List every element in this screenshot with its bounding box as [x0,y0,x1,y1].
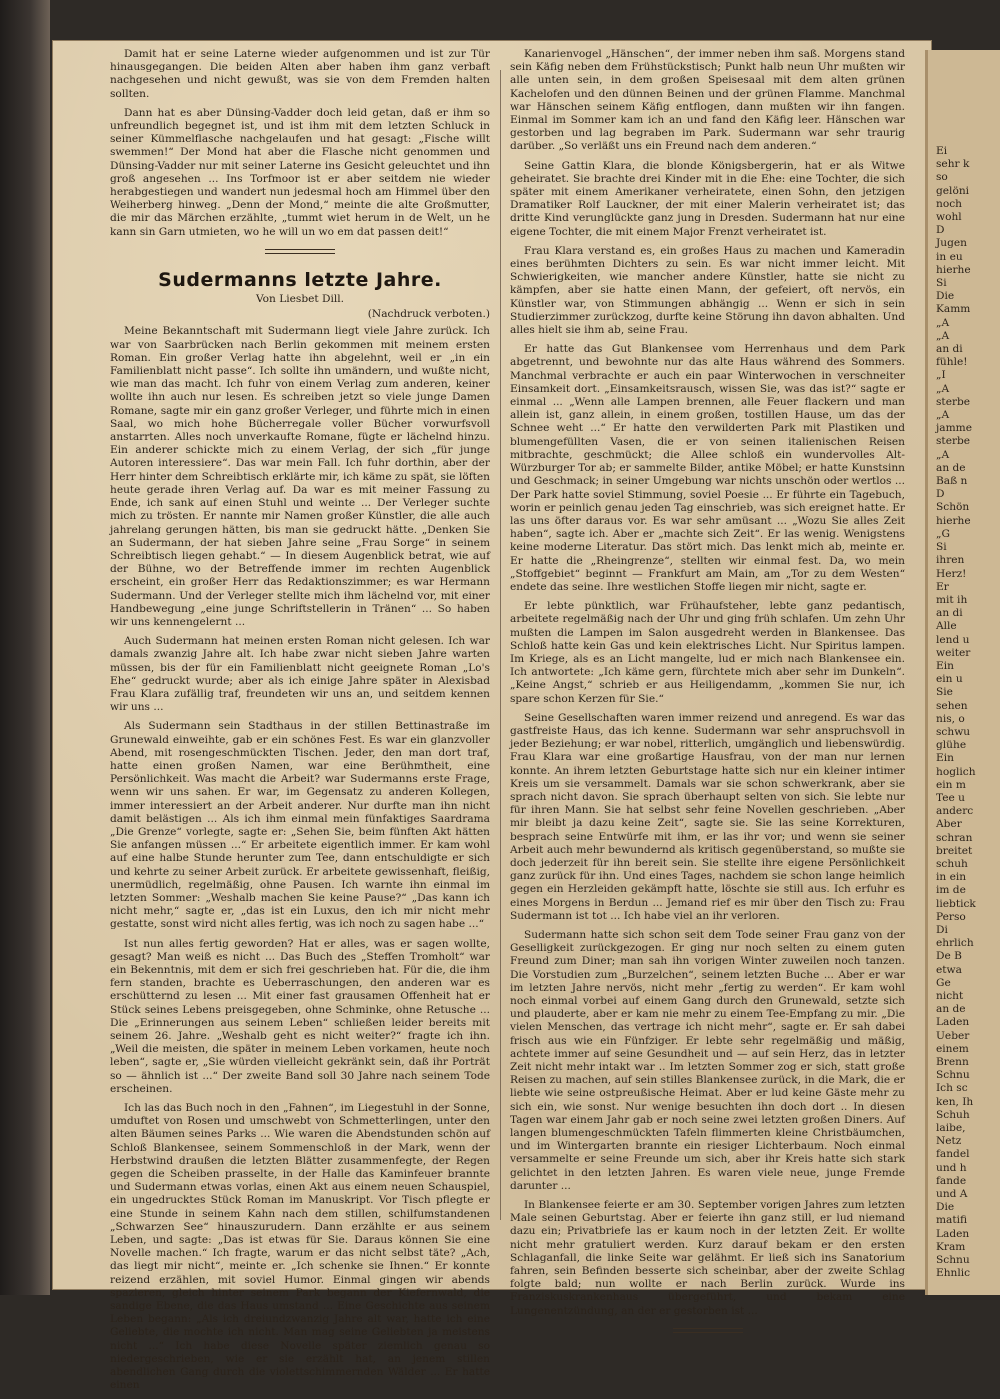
story-conclusion [110,48,490,239]
fragment-line: sterbe [936,395,971,408]
paragraph: Damit hat er seine Laterne wieder aufgenommen und ist zur Tür hinausgegangen. Die beiden Alten aber haben ihm ganz verbaft nachgesehen und nicht gewußt, was sie von dem Fremden halten sollten. [110,48,490,100]
fragment-line: etwa [936,963,962,976]
fragment-line: wohl [936,211,962,224]
fragment-line: Ein [936,752,954,765]
fragment-line: weiter [936,646,971,659]
fragment-line: Kamm [936,303,971,316]
paragraph: Frau Klara verstand es, ein großes Haus zu machen und Kameradin eines berühmten Dichters zu sein. Es war nicht immer leicht. Mit Schwierigkeiten, wie mancher andere Künstler, hatte sie nicht zu kämpfen, aber sie hatte einen Mann, der gefeiert, oft nervös, ein Künstler war, von Stimmungen abhängig ... Wenn er sich in sein Studierzimmer zurückzog, durfte keine Störung ihn davon abhalten. Und alles hielt sie ihm ab, seine Frau. [510,244,905,337]
rights-notice: (Nachdruck verboten.) [367,308,490,321]
paragraph: Ist nun alles fertig geworden? Hat er alles, was er sagen wollte, gesagt? Man weiß es nicht ... Das Buch des „Steffen Tromholt“ war ein Bekenntnis, mit dem er sich frei geschrieben hat. Für die, die ihm fern standen, brachte es Ueberraschungen, den anderen war es erschütternd zu lesen ... Mit einer fast grausamen Offenheit hat er Stück seines Lebens preisgegeben, ohne Schminke, ohne Retusche ... Die „Erinnerungen aus seinem Leben“ schließen leider bereits mit seinem 26. Jahre. „Weshalb geht es nicht weiter?“ fragte ich ihn. „Weil die meisten, die später in meinem Leben vorkamen, heute noch leben“, sagte er, „Sie würden vielleicht gekränkt sein, daß ihr Porträt so — ähnlich ist ...“ Der zweite Band soll 30 Jahre nach seinem Tode erscheinen. [110,937,490,1095]
fragment-line: Die [936,1201,955,1214]
fragment-line: hierhe [936,514,971,527]
fragment-line: D [936,224,945,237]
fragment-line: sehen [936,699,968,712]
fragment-line: an de [936,461,966,474]
paragraph: Sudermann hatte sich schon seit dem Tode seiner Frau ganz von der Geselligkeit zurückgezogen. Er ging nur noch selten zu einem guten Freund zum Diner; man sah ihn vorigen Winter zuweilen noch tanzen. Die Vorstudien zum „Burzelchen“, seinem letzten Buche ... Aber er war im letzten Jahre nervös, nicht mehr „fertig zu werden“. Er kam wohl noch einmal vorbei auf einem Gang durch den Grunewald, setzte sich und plauderte, aber er kam nie mehr zu einem Tee-Empfang zu mir. „Die vielen Menschen, das vertrage ich nicht mehr“, sagte er. Er sah dabei frisch aus wie ein Fünfziger. Er lebte sehr regelmäßig und mäßig, achtete immer auf seine Gesundheit und — auf sein Herz, das in letzter Zeit nicht mehr intakt war .. Im letzten Sommer zog er sich, statt große Reisen zu machen, auf sein stilles Blankensee zurück, in die Mark, die er liebte wie seine ostpreußische Heimat. Aber er lud keine Gäste mehr zu sich ein, wie sonst. Nur wenige besuchten ihn doch dort .. In diesen Tagen war einem Jahr gab er noch seine zwei letzten großen Diners. Auf langen blumengeschmückten Tafeln flimmerten kleine Christbäumchen, und im Wintergarten brannte ein riesiger Lichterbaum. Noch einmal versammelte er seine Freunde um sich, aber ihr Kreis hatte sich stark gelichtet in den letzten Jahren. Es waren viele neue, junge Fremde darunter ... [510,929,905,1192]
fragment-line: an di [936,343,963,356]
fragment-line: einem [936,1042,969,1055]
fragment-line: Er [936,580,949,593]
article-body-left [110,325,490,1392]
article-body-right [510,48,905,1318]
fragment-line: „A [936,329,950,342]
fragment-line: Alle [936,620,957,633]
fragment-line: schran [936,831,973,844]
fragment-line: und h [936,1161,967,1174]
fragment-line: sehr k [936,158,970,171]
fragment-line: in eu [936,250,963,263]
fragment-line: Laden [936,1227,970,1240]
paragraph: Seine Gattin Klara, die blonde Königsbergerin, hat er als Witwe geheiratet. Sie brachte drei Kinder mit in die Ehe: eine Tochter, die sich später mit einem Amerikaner verheiratete, einen Sohn, den jetzigen Dramatiker Rolf Lauckner, der mit einer Malerin verheiratet ist; das dritte Kind verunglückte ganz jung in Dresden. Sudermann hat nur eine eigene Tochter, die mit einem Major Frenzt verheiratet ist. [510,159,905,238]
fragment-line: Perso [936,910,966,923]
fragment-line: Baß n [936,475,968,488]
fragment-line: D [936,488,945,501]
fragment-line: liebtick [936,897,976,910]
left-column [110,48,490,1399]
fragment-line: schuh [936,857,968,870]
fragment-line: Sie [936,686,953,699]
fragment-line: Schön [936,501,970,514]
fragment-line: glühe [936,739,967,752]
fragment-line: Aber [936,818,962,831]
fragment-line: nicht [936,990,964,1002]
fragment-line: Tee u [936,791,965,804]
fragment-line: anderc [936,805,974,818]
fragment-line: hierhe [936,263,971,276]
fragment-line: in ein [936,871,967,884]
fragment-line: ein u [936,673,963,686]
fragment-line: Si [936,541,947,554]
paragraph: Meine Bekanntschaft mit Sudermann liegt viele Jahre zurück. Ich war von Saarbrücken nach Berlin gekommen mit meinem ersten Roman. Ein großer Verlag hatte ihn abgelehnt, weil er „in ein Familienblatt nicht passe“. Ich sollte ihn umändern, und wußte nicht, wie man das macht. Ich fuhr von einem Verlag zum anderen, keiner wollte ihn auch nur lesen. Es schreiben jetzt so viele junge Damen Romane, sagte mir ein ganz großer Verleger, und führte mich in einen Saal, wo mich hohe Bücherregale voller Bücher vorwurfsvoll anstarrten. Alles noch unverkaufte Romane, fügte er lächelnd hinzu. Ein anderer schickte mich zu einem Verlag, der sich „für junge Autoren interessiere“. Das war mein Fall. Ich fuhr dorthin, aber der Herr hinter dem Schreibtisch erklärte mir, ich käme zu spät, sie löften heute gerade ihren Verlag auf. Da war es mit meiner Fassung zu Ende, ich sank auf einen Stuhl und weinte ... Der Verleger suchte mich zu trösten. Er nannte mir Namen großer Künstler, die alle auch jahrelang gerungen hätten, bis man sie gedruckt hätte. „Denken Sie an Sudermann, der hat sieben Jahre seine „Frau Sorge“ in seinem Schreibtisch liegen gehabt.“ — In diesem Augenblick betrat, wie auf der Bühne, wo der Betreffende immer im rechten Augenblick erscheint, ein großer Herr das Redaktionszimmer; es war Hermann Sudermann. Und der Verleger stellte mich ihm lächelnd vor, mit einer Handbewegung „eine junge Schriftstellerin in Tränen“ ... So haben wir uns kennengelernt ... [110,325,490,628]
fragment-line: nis, o [936,712,965,725]
fragment-line: fühle! [936,356,968,369]
fragment-line: so [936,171,948,184]
fragment-line: Schuh [936,1108,970,1121]
fragment-line: Ei [936,145,948,157]
fragment-line: gelöni [936,184,970,197]
fragment-line: „A [936,409,950,422]
fragment-line: Brenn [936,1056,969,1069]
fragment-line: Schnu [936,1254,970,1267]
fragment-line: laibe, [936,1122,966,1135]
fragment-line: Laden [936,1016,970,1029]
fragment-line: matifi [936,1214,968,1227]
fragment-line: Ueber [936,1029,970,1042]
fragment-line: „G [936,527,950,540]
fragment-line: „A [936,316,950,329]
fragment-line: ein m [936,778,966,791]
fragment-line: sterbe [936,435,971,448]
adjacent-page-strip [925,50,1000,1295]
fragment-line: Ge [936,976,951,989]
fragment-line: jamme [936,422,972,435]
fragment-line: und A [936,1188,968,1201]
fragment-line: hoglich [936,765,976,778]
scan-background-edge [0,0,50,1295]
article-byline: Von Liesbet Dill. [255,293,345,306]
fragment-line: Jugen [936,237,967,250]
fragment-line: schwu [936,725,971,738]
fragment-line: Die [936,290,955,303]
paragraph: Ich las das Buch noch in den „Fahnen“, im Liegestuhl in der Sonne, umduftet von Rosen und umschwebt von Schmetterlingen, unter den alten Bäumen seines Parks ... Wie waren die Abendstunden schön auf Schloß Blankensee, seinem Sommenschloß in der Mark, wenn der Herbstwind draußen die letzten Blätter zusammenfegte, der Regen gegen die Scheiben prasselte, in der Halle das Kaminfeuer brannte und Sudermann etwas vorlas, einen Akt aus einem neuen Schauspiel, ein ungedrucktes Stück Roman im Manuskript. Vor Tisch pflegte er eine Stunde in seinem Kahn nach dem stillen, schilfumstandenen „Schwarzen See“ hinauszurudern. Dann erzählte er aus seinem Leben, und sagte: „Das ist etwas für Sie. Daraus können Sie eine Novelle machen.“ Ich fragte, warum er das nicht selbst täte? „Ach, das liegt mir nicht“, meinte er. „Ich schenke sie Ihnen.“ Er konnte reizend erzählen, mit soviel Humor. Einmal gingen wir abends spazieren, gleich hinter seinem Park begann der Kiefernwald, die sandige Ebene, die das Haus umstand ... Eine Geschichte aus seinem Leben begann: „Als ich dreiundzwanzig Jahre alt war, hatte ich eine Geliebte, die mochte ich nicht. Man mag seine Geliebten ja meistens nicht ...“ Ich habe diese Novelle später ziemlich genau so niedergeschrieben, wie er sie erzählt hat, an jenem stillen abendlichen Gang durch die violettschimmernden Wälder ... Er hatte einen [110,1102,490,1392]
end-rule [673,1328,743,1333]
fragment-line: Si [936,277,947,290]
fragment-line: lend u [936,633,970,646]
fragment-line: noch [936,197,962,210]
fragment-line: Schnu [936,1069,970,1082]
paragraph: Er hatte das Gut Blankensee vom Herrenhaus und dem Park abgetrennt, und bewohnte nur das alte Haus während des Sommers. Manchmal verbrachte er auch ein paar Winterwochen in verschneiter Einsamkeit dort. „Einsamkeitsrausch, wissen Sie, was das ist?“ sagte er einmal ... „Wenn alle Lampen brennen, alle Feuer flackern und man allein ist, ganz allein, in einem großen, tostillen Hause, um das der Schnee weht ...“ Er hatte den verwilderten Park mit Plastiken und blumengefüllten Vasen, die er von seinen italienischen Reisen mitbrachte, geschmückt; die Allee schloß ein wundervolles Alt-Würzburger Tor ab; er sammelte Bilder, antike Möbel; er hatte Kunstsinn und Geschmack; in seiner Umgebung war nichts unschön oder wertlos ... Der Park hatte soviel Stimmung, soviel Poesie ... Er führte ein Tagebuch, worin er peinlich genau jeden Tag einschrieb, was sich ereignet hatte. Er las uns öfter daraus vor. Es war sehr amüsant ... „Wozu Sie alles Zeit haben“, sagte ich. Aber er „machte sich Zeit“. Er las wenig. Wenigstens keine moderne Literatur. Das stört mich. Das lenkt mich ab, meinte er. Er hatte die „Rheingrenze“, stellten wir einmal fest. Da, wo mein „Stoffgebiet“ beginnt — Frankfurt am Main, am „Tor zu dem Westen“ endete das seine. Ihre westlichen Stoffe liegen mir nicht, sagte er. [510,343,905,593]
fragment-line: „I [936,369,946,382]
paragraph: Seine Gesellschaften waren immer reizend und anregend. Es war das gastfreiste Haus, das ich kenne. Sudermann war sehr anspruchsvoll in jeder Beziehung; er war nobel, ritterlich, umgänglich und liebenswürdig. Frau Klara war eine großartige Hausfrau, von der man nur lernen konnte. An ihrem letzten Geburtstage hatte sich nur ein kleiner intimer Kreis um sie versammelt. Damals war sie schon schwerkrank, aber sie sprach nicht davon. Sie sprach überhaupt selten von sich. Sie lebte nur für ihren Mann. Sie hat selbst sehr feine Novellen geschrieben. „Aber mir bleibt ja dazu keine Zeit“, sagte sie. Sie las seine Korrekturen, besprach seine Entwürfe mit ihm, er las ihr vor; und wenn sie seiner Arbeit auch mehr bewundernd als kritisch gegenüberstand, so mußte sie doch jederzeit für ihn bereit sein. Sie stellte ihre eigene Persönlichkeit ganz zurück für ihn. Und eines Tages, nachdem sie schon lange heimlich gegen ein Herzleiden gekämpft hatte, löschte sie still aus. Ich erfuhr es eines Morgens in Berdun ... Jemand rief es mir über den Tisch zu: Frau Sudermann ist tot ... Ich habe viel an ihr verloren. [510,711,905,922]
article-title: Sudermanns letzte Jahre. [158,268,442,291]
fragment-line: „A [936,382,950,395]
fragment-line: Di [936,923,948,936]
right-column [510,48,905,1333]
fragment-line: im de [936,884,966,897]
column-divider [500,70,501,1220]
paragraph: Dann hat es aber Dünsing-Vadder doch leid getan, daß er ihm so unfreundlich begegnet ist, und ist ihm mit dem letzten Schluck in seiner Kümmelflasche nachgelaufen und hat gesagt: „Fische willt swemmen!“ Der Mond hat aber die Flasche nicht genommen und Dünsing-Vadder nur mit seiner Laterne ins Gesicht geleuchtet und ihn groß angesehen ... Ins Torfmoor ist er aber seitdem nie wieder herabgestiegen und wandert nun jedesmal hoch am Himmel über den Weiherberg hinweg. „Denn der Mond,“ meinte die alte Großmutter, die mir das Märchen erzählte, „tummt wiet herum in de Welt, un he kann sin Garn utmieten, wo he will un wo em dat passen deit!“ [110,106,490,238]
paragraph: In Blankensee feierte er am 30. September vorigen Jahres zum letzten Male seinen Geburtstag. Aber er feierte ihn ganz still, er lud niemand dazu ein; Privatbriefe las er kaum noch in der letzten Zeit. Er wollte nicht mehr gratuliert werden. Kurz darauf bekam er den ersten Schlaganfall, die linke Seite war gelähmt. Er ließ sich ins Sanatorium fahren, sein Befinden besserte sich scheinbar, aber der zweite Schlag folgte bald; nun wollte er nach Berlin zurück. Wurde ins Franziskuskrankenhaus übergeführt, und bekam eine Lungenentzündung, an der er gestorben ist ... [510,1199,905,1317]
fragment-line: Netz [936,1135,962,1148]
fragment-line: Ich sc [936,1082,968,1095]
fragment-line: ken, Ih [936,1095,974,1108]
paragraph: Kanarienvogel „Hänschen“, der immer neben ihm saß. Morgens stand sein Käfig neben dem Frühstückstisch; Punkt halb neun Uhr mußten wir alle unten sein, in dem großen Speisesaal mit dem alten grünen Kachelofen und den dünnen Beinen und der grünen Flamme. Manchmal war Hänschen seinem Käfig entflogen, dann mußten wir ihn fangen. Einmal im Sommer kam ich an und fand den Käfig leer. Hänschen war gestorben und lag begraben im Park. Sudermann war sehr traurig darüber. „So verläßt uns ein Freund nach dem anderen.“ [510,48,905,153]
fragment-line: an di [936,607,963,620]
fragment-line: mit ih [936,593,968,606]
fragment-line: Ehnlic [936,1267,971,1280]
fragment-line: Kram [936,1240,966,1253]
paragraph: Als Sudermann sein Stadthaus in der stillen Bettinastraße im Grunewald einweihte, gab er ein schönes Fest. Es war ein glanzvoller Abend, mit rosengeschmückten Tischen. Jeder, den man dort traf, hatte einen großen Namen, war eine Berühmtheit, eine Persönlichkeit. Was macht die Arbeit? war Sudermanns erste Frage, wenn wir uns sahen. Er war, im Gegensatz zu anderen Kollegen, immer interessiert an der Arbeit anderer. Nur durfte man ihn nicht damit belästigen ... Als ich ihm einmal mein fünfaktiges Saardrama „Die Grenze“ vorlegte, sagte er: „Sehen Sie, beim fünften Akt hätten Sie anfangen müssen ...“ Er arbeitete eigentlich immer. Er kam wohl auf eine halbe Stunde herunter zum Tee, dann entschuldigte er sich und kehrte zu seiner Arbeit zurück. Er arbeitete gewissenhaft, fleißig, unermüdlich, regelmäßig, ohne Pausen. Ich warnte ihn einmal im letzten Sommer: „Weshalb machen Sie keine Pause?“ „Das kann ich nicht mehr,“ sagte er, „das ist ein Luxus, den ich mir nicht mehr gestatte, sonst wird nicht alles fertig, was ich noch zu sagen habe ...“ [110,720,490,931]
next-page-fragments [936,145,976,1280]
fragment-line: ihren [936,554,965,567]
separator-rule [265,249,335,254]
fragment-line: an de [936,1003,966,1016]
fragment-line: Ein [936,659,954,672]
fragment-line: ehrlich [936,937,974,950]
fragment-line: Herz! [936,567,967,580]
paragraph: Auch Sudermann hat meinen ersten Roman nicht gelesen. Ich war damals zwanzig Jahre alt. Ich habe zwar nicht sieben Jahre warten müssen, bis der für ein Familienblatt nicht geeignete Roman „Lo's Ehe“ gedruckt wurde; aber als ich einige Jahre später in Alexisbad Frau Klara zufällig traf, freundeten wir uns an, und seitdem kennen wir uns ... [110,635,490,714]
fragment-line: fandel [936,1148,970,1161]
paragraph: Er lebte pünktlich, war Frühaufsteher, lebte ganz pedantisch, arbeitete regelmäßig nach der Uhr und ging früh schlafen. Um zehn Uhr mußten die Lampen im Salon ausgedreht werden in Blankensee. Das Schloß hatte kein Gas und kein elektrisches Licht. Nur Spiritus lampen. Im Kriege, als es an Licht mangelte, lud er mich nach Blankensee ein. Ich antwortete: „Ich käme gern, fürchtete mich aber sehr im Dunkeln“. „Keine Angst,“ schrieb er aus Heiligendamm, „kommen Sie nur, ich spare schon Kerzen für Sie.“ [510,600,905,705]
fragment-line: fande [936,1174,967,1187]
fragment-line: De B [936,950,962,963]
fragment-line: „A [936,448,950,461]
fragment-line: breitet [936,844,973,857]
